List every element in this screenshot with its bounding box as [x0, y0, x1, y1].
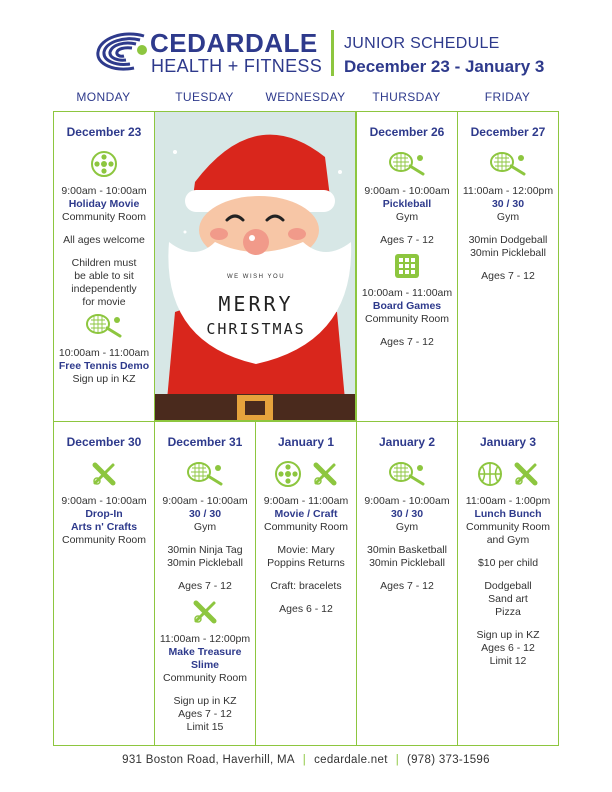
event-location: Gym [496, 211, 520, 223]
footer-separator: | [302, 754, 307, 766]
craft-pencil-icon [192, 599, 218, 625]
footer-separator: | [395, 754, 399, 766]
header [0, 0, 612, 85]
event-name: Drop-In [85, 508, 123, 520]
event-note: Sand art [488, 593, 528, 605]
event-note: 30min Pickleball [167, 557, 243, 569]
event-name: 30 / 30 [390, 508, 424, 520]
cell-jan-2 [356, 421, 458, 746]
craft-pencil-icon [312, 461, 338, 487]
racket-icon [185, 460, 225, 488]
event-note: Poppins Returns [267, 557, 345, 569]
event-location: Community Room [61, 534, 147, 546]
event-note: Ages 7 - 12 [178, 708, 232, 720]
racket-icon [387, 460, 427, 488]
date-label: December 26 [369, 125, 445, 139]
event-location: Community Room [263, 521, 349, 533]
event-note: Ages 7 - 12 [380, 234, 434, 246]
event-location: and Gym [486, 534, 530, 546]
poster-merry: MERRY [218, 292, 294, 316]
event-name: Pickleball [382, 198, 432, 210]
event-note: Children must [71, 257, 137, 269]
event-time: 9:00am - 11:00am [263, 495, 349, 507]
footer [0, 754, 612, 766]
event-time: 10:00am - 11:00am [361, 287, 453, 299]
racket-icon [84, 312, 124, 340]
cell-dec-26 [356, 111, 458, 422]
event-time: 9:00am - 10:00am [364, 185, 450, 197]
merry-christmas-poster [154, 111, 356, 421]
film-reel-icon [90, 150, 118, 178]
event-location: Gym [395, 521, 419, 533]
event-location: Community Room [162, 672, 248, 684]
poster-small-text: WE WISH YOU [226, 274, 286, 280]
cell-dec-23 [53, 111, 155, 422]
event-note: Dodgeball [484, 580, 532, 592]
event-note: All ages welcome [63, 234, 145, 246]
event-time: 11:00am - 12:00pm [159, 633, 251, 645]
event-note: be able to sit [74, 270, 134, 282]
event-note: Ages 7 - 12 [380, 336, 434, 348]
event-note: 30min Basketball [367, 544, 447, 556]
event-note: 30min Pickleball [470, 247, 546, 259]
event-location: Sign up in KZ [72, 373, 136, 385]
racket-icon [488, 150, 528, 178]
date-label: December 23 [66, 125, 142, 139]
event-time: 10:00am - 11:00am [58, 347, 150, 359]
event-note: Craft: bracelets [270, 580, 342, 592]
day-friday: FRIDAY [484, 90, 531, 104]
date-label: January 2 [378, 435, 436, 449]
event-name: Board Games [372, 300, 442, 312]
event-time: 11:00am - 1:00pm [465, 495, 551, 507]
racket-icon [387, 150, 427, 178]
event-note: Ages 7 - 12 [380, 580, 434, 592]
event-note: Ages 6 - 12 [279, 603, 333, 615]
event-note: 30min Ninja Tag [167, 544, 243, 556]
schedule-grid [53, 111, 559, 746]
event-location: Gym [193, 521, 217, 533]
cell-jan-3 [457, 421, 559, 746]
event-name: Slime [190, 659, 219, 671]
date-label: December 27 [470, 125, 546, 139]
header-divider [331, 30, 334, 76]
event-name: Arts n' Crafts [70, 521, 138, 533]
brand-subtitle: HEALTH + FITNESS [151, 56, 323, 76]
event-note: Limit 15 [186, 721, 224, 733]
date-label: December 31 [167, 435, 243, 449]
day-monday: MONDAY [76, 90, 131, 104]
day-headers [53, 90, 559, 108]
event-note: Sign up in KZ [173, 695, 237, 707]
event-time: 9:00am - 10:00am [364, 495, 450, 507]
event-note: Limit 12 [489, 655, 527, 667]
event-time: 9:00am - 10:00am [162, 495, 248, 507]
craft-pencil-icon [513, 461, 539, 487]
event-name: Movie / Craft [274, 508, 338, 520]
date-label: January 3 [479, 435, 537, 449]
date-label: December 30 [66, 435, 142, 449]
event-location: Gym [395, 211, 419, 223]
cell-dec-30 [53, 421, 155, 746]
cell-dec-31 [154, 421, 256, 746]
event-note: $10 per child [477, 557, 539, 569]
event-location: Community Room [61, 211, 147, 223]
day-thursday: THURSDAY [372, 90, 441, 104]
event-time: 9:00am - 10:00am [61, 185, 147, 197]
santa-illustration [155, 112, 356, 421]
footer-phone: (978) 373-1596 [406, 754, 490, 766]
event-name: Lunch Bunch [474, 508, 542, 520]
schedule-title: JUNIOR SCHEDULE [344, 35, 500, 52]
event-note: for movie [82, 296, 126, 308]
event-location: Community Room [465, 521, 551, 533]
event-name: Holiday Movie [68, 198, 140, 210]
cell-dec-27 [457, 111, 559, 422]
craft-pencil-icon [91, 461, 117, 487]
event-note: 30min Pickleball [369, 557, 445, 569]
event-note: Ages 6 - 12 [481, 642, 535, 654]
footer-website[interactable]: cedardale.net [314, 754, 388, 766]
cedardale-logo-icon [94, 28, 150, 76]
basketball-icon [477, 461, 503, 487]
day-wednesday: WEDNESDAY [265, 90, 346, 104]
event-location: Community Room [364, 313, 450, 325]
event-name: 30 / 30 [491, 198, 525, 210]
film-reel-icon [274, 460, 302, 488]
event-note: Ages 7 - 12 [178, 580, 232, 592]
event-note: independently [71, 283, 137, 295]
event-note: 30min Dodgeball [468, 234, 548, 246]
event-name: Free Tennis Demo [58, 360, 150, 372]
footer-address: 931 Boston Road, Haverhill, MA [122, 754, 295, 766]
cell-jan-1 [255, 421, 357, 746]
day-tuesday: TUESDAY [175, 90, 234, 104]
event-name: 30 / 30 [188, 508, 222, 520]
event-note: Sign up in KZ [476, 629, 540, 641]
event-time: 11:00am - 12:00pm [462, 185, 554, 197]
event-note: Movie: Mary [277, 544, 335, 556]
brand-name: CEDARDALE [150, 28, 318, 58]
schedule-dates: December 23 - January 3 [344, 57, 545, 76]
event-name: Make Treasure [168, 646, 242, 658]
event-note: Pizza [495, 606, 521, 618]
date-label: January 1 [277, 435, 335, 449]
board-game-icon [394, 253, 420, 279]
event-note: Ages 7 - 12 [481, 270, 535, 282]
event-time: 9:00am - 10:00am [61, 495, 147, 507]
poster-christmas: CHRISTMAS [206, 320, 306, 338]
